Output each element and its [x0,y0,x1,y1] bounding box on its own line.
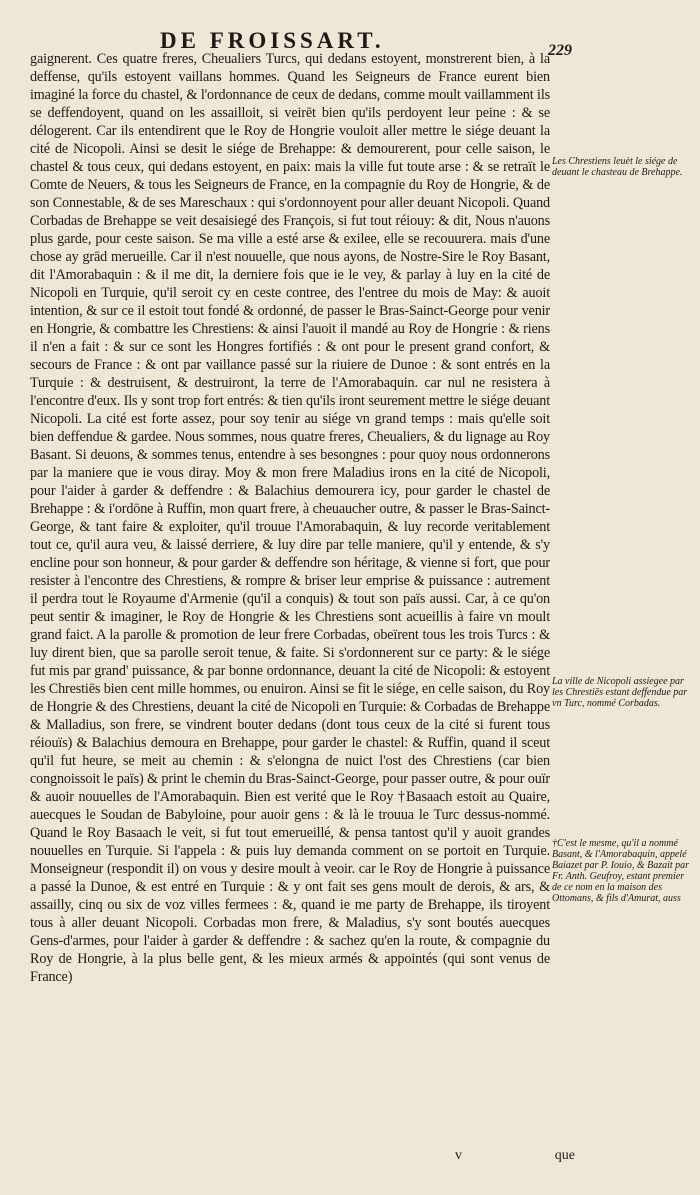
margin-note-siege-lifted [552,156,692,178]
margin-note-nicopoli [552,676,692,709]
page-number: 229 [548,42,572,59]
running-title: DE FROISSART. [160,28,385,53]
margin-note-basaach [552,838,692,904]
margin-note-text: Les Chrestiens leuèt le siége de deuant le chasteau de Brehappe. [552,156,683,178]
margin-note-text: La ville de Nicopoli assiegee par les Chrestiēs estant deffendue par vn Turc, nommé Corbadas. [552,676,688,709]
margin-note-text: †C'est le mesme, qu'il a nommé Basant, & l'Amorabaquin, appelé Baiazet par P. Iouio, & Bazait par Fr. Anth. Geufroy, estant premier de ce nom en la maison des Ottomans, & fils d'Amurat, auss [552,838,690,904]
page-footer [455,1148,575,1164]
signature-mark: v [455,1148,462,1163]
body-paragraph: gaignerent. Ces quatre freres, Cheualiers Turcs, qui dedans estoyent, monstrerent bien, à la deffense, qu'ils estoyent vaillans hommes. Quand les Seigneurs de France eurent bien imaginé la force du chastel, & l'ordonnance de ceux de dedans, comme moult vaillamment ils se deffendoyent, quand on les assailloit, si veirēt bien qu'ils perdoyent leur peine : & se délogerent. Car ils entendirent que le Roy de Hongrie vouloit aller mettre le siége deuant la cité de Nicopoli. Ainsi se desit le siége de Brehappe: & demourerent, pour celle saison, le chastel & tous ceux, qui dedans estoyent, en paix: mais la ville fut toute arse : & se retraït le Comte de Neuers, & tous les Seigneurs de France, en la compagnie du Roy de Hongrie, & de son Connestable, & de ses Mareschaux : qui s'ordonnoyent pour aller deuant Nicopoli. Quand Corbadas de Brehappe se veit desaisiegé des François, si fut tout réiouy: & dit, Nous n'auons plus garde, pour ceste saison. Se ma ville a esté arse & exilee, elle se recouurera. mais d'une chose ay grād merueille. Car il n'est nouuelle, que nous ayons, de Nostre-Sire le Roy Basant, dit l'Amorabaquin : & il me dit, la derniere fois que ie le vey, & parlay à luy en la cité de Nicopoli en Turquie, qu'il seroit cy en ceste contree, des l'entree du mois de May: & auoit intention, & sur ce il estoit tout fondé & ordonné, de passer le Bras-Sainct-George pour venir en Hongrie, & combattre les Chrestiens: & ainsi l'auoit il mandé au Roy de Hongrie : & riens il n'en a fait : & sur ce sont les Hongres fortifiés : & ont pour le present grand confort, & secours de France : & ont par vaillance passé sur la riuiere de Dunoe : & sont entrés en la Turquie : & destruisent, & destruiront, la terre de l'Amorabaquin. car nul ne resistera à l'encontre d'eux. Ils y sont trop fort entrés: & tien qu'ils iront seurement mettre le siége deuant Nicopoli. La cité est forte assez, pour soy tenir au siége vn grand temps : mais qu'elle soit bien deffendue & gardee. Nous sommes, nous quatre freres, Cheualiers, & du lignage au Roy Basant. Si deuons, & sommes tenus, entendre à ses besongnes : pour quoy nous ordonnerons par la maniere que ie vous diray. Moy & mon frere Maladius irons en la cité de Nicopoli, pour l'aider à garder & deffendre : & Balachius demourera icy, pour garder le chastel de Brehappe : & i'ordōne à Ruffin, mon quart frere, à cheuaucher outre, & passer le Bras-Sainct-George, & tant faire & exploiter, qu'il trouue l'Amorabaquin, & luy recorde veritablement tout ce, qu'il aura veu, & laissé derriere, & luy dire par telle maniere, qu'il y entende, & s'y encline pour son honneur, & pour garder & deffendre son héritage, & vienne si fort, que pour resister à l'encontre des Chrestiens, & rompre & briser leur emprise & puissance : autrement il perdra tout le Royaume d'Armenie (qu'il a conquis) & tout son païs aussi. Car, à ce qu'on peut sentir & imaginer, le Roy de Hongrie & les Chrestiens sont acueillis à faire vn moult grand faict. A la parolle & promotion de leur frere Corbadas, obeïrent tous les trois Turcs : & luy dirent bien, que sa parolle seroit tenue, & faite. Si s'ordonnerent sur ce party: & le siége fut mis par grand' puissance, & par bonne ordonnance, deuant la cité de Nicopoli: & estoyent les Chrestiēs bien cent mille hommes, ou enuiron. Ainsi se fit le siége, en celle saison, du Roy de Hongrie & des Chrestiens, deuant la cité de Nicopoli en Turquie: & Corbadas de Brehappe & Malladius, son frere, se vindrent bouter dedans (dont tous ceux de la cité si furent tous réiouïs) & Balachius demoura en Brehappe, pour garder le chastel: & Ruffin, quand il sceut qu'il fut heure, se meit au chemin : & s'elongna de nuict l'ost des Chrestiens (car bien congnoissoit le païs) & print le chemin du Bras-Sainct-George, pour passer outre, & pour ouïr & auoir nouuelles de l'Amorabaquin. Bien est verité que le Roy †Basaach estoit au Quaire, auecques le Soudan de Babyloine, pour auoir gens : & là le trouua le Turc dessus-nommé. Quand le Roy Basaach le veit, si fut tout emerueillé, & pensa tantost qu'il y auoit grandes nouuelles en Turquie. Si l'appela : & puis luy demanda comment on se portoit en Turquie. Monseigneur (respondit il) on vous y desire moult à veoir. car le Roy de Hongrie à puissance a passé la Dunoe, & est entré en Turquie : & y ont fait ses gens moult de derois, & ars, & assailly, cinq ou six de voz villes fermees : &, quand ie me party de Brehappe, ils tiroyent tous à aller deuant Nicopoli. Corbadas mon frere, & Maladius, s'y sont boutés auecques Gens-d'armes, pour l'aider à garder & deffendre : & sachez qu'en la route, & compagnie du Roy de Hongrie, à la plus belle gent, & les mieux armés & appointés (qui sont venus de France) [30,51,550,985]
main-text [30,50,550,986]
catchword: que [554,1148,575,1163]
